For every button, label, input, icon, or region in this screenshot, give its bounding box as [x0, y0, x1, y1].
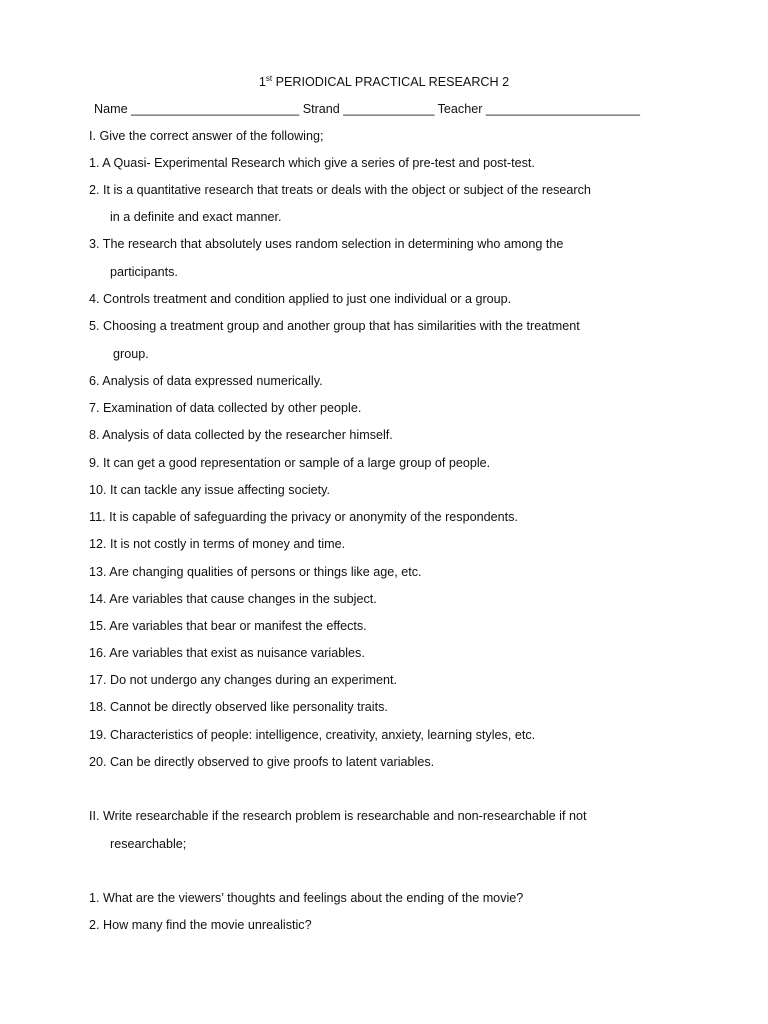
- question-line-continuation: participants.: [110, 265, 178, 279]
- question-line: 2. How many find the movie unrealistic?: [89, 918, 312, 932]
- question-line: 16. Are variables that exist as nuisance variables.: [89, 646, 365, 660]
- question-line: 3. The research that absolutely uses random selection in determining who among the: [89, 237, 564, 251]
- question-line: 5. Choosing a treatment group and another group that has similarities with the treatment: [89, 319, 580, 333]
- question-line: 6. Analysis of data expressed numerically.: [89, 374, 323, 388]
- question-line: 8. Analysis of data collected by the researcher himself.: [89, 428, 393, 442]
- question-line: 4. Controls treatment and condition applied to just one individual or a group.: [89, 292, 512, 306]
- question-line: 20. Can be directly observed to give proofs to latent variables.: [89, 755, 435, 769]
- question-line: 1. A Quasi- Experimental Research which give a series of pre-test and post-test.: [89, 156, 535, 170]
- section2-heading: II. Write researchable if the research problem is researchable and non-researchable if not: [89, 809, 587, 823]
- question-line: 7. Examination of data collected by other people.: [89, 401, 362, 415]
- student-info-line: Name ________________________ Strand _____________ Teacher ______________________: [94, 102, 641, 116]
- question-line: 15. Are variables that bear or manifest the effects.: [89, 619, 367, 633]
- question-line: 18. Cannot be directly observed like personality traits.: [89, 700, 388, 714]
- question-line: 17. Do not undergo any changes during an experiment.: [89, 673, 398, 687]
- question-line: 10. It can tackle any issue affecting society.: [89, 483, 331, 497]
- title-superscript: st: [265, 74, 273, 83]
- question-line-continuation: group.: [113, 347, 149, 361]
- question-line: 14. Are variables that cause changes in the subject.: [89, 592, 377, 606]
- section2-heading-continuation: researchable;: [110, 837, 187, 851]
- section1-heading: I. Give the correct answer of the following;: [89, 129, 324, 143]
- question-line: 12. It is not costly in terms of money and time.: [89, 537, 346, 551]
- question-line: 9. It can get a good representation or sample of a large group of people.: [89, 456, 491, 470]
- question-line: 13. Are changing qualities of persons or things like age, etc.: [89, 565, 422, 579]
- page-title: [0, 74, 768, 90]
- question-line: 11. It is capable of safeguarding the privacy or anonymity of the respondents.: [89, 510, 518, 524]
- question-line: 19. Characteristics of people: intelligence, creativity, anxiety, learning styles, etc.: [89, 728, 536, 742]
- question-line: 1. What are the viewers’ thoughts and feelings about the ending of the movie?: [89, 891, 524, 905]
- question-line-continuation: in a definite and exact manner.: [110, 210, 282, 224]
- question-line: 2. It is a quantitative research that treats or deals with the object or subject of the research: [89, 183, 591, 197]
- title-ordinal: 1: [258, 75, 266, 89]
- title-text: PERIODICAL PRACTICAL RESEARCH 2: [272, 75, 510, 89]
